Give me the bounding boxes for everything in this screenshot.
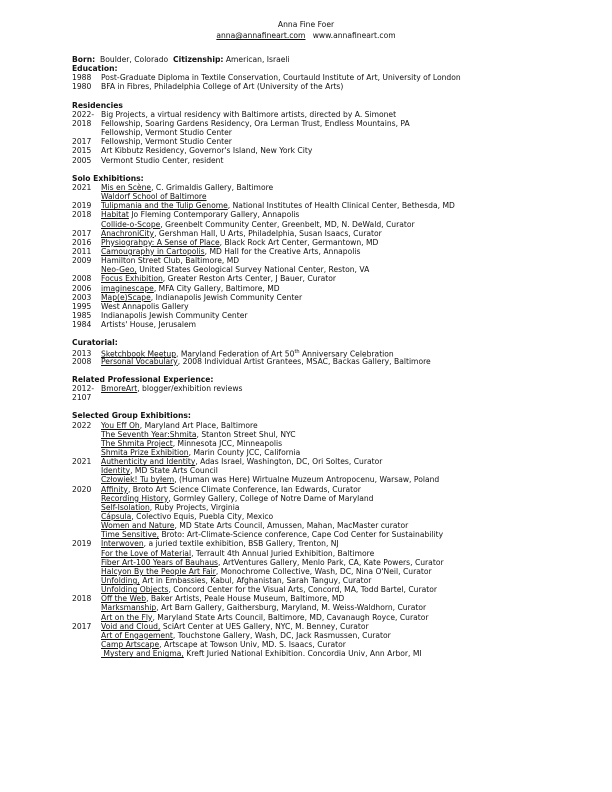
entry-title: AnachroniCity bbox=[101, 228, 155, 238]
entry-details: , 2008 Individual Artist Grantees, MSAC, Backas Gallery, Baltimore bbox=[177, 356, 431, 366]
website-link[interactable]: www.annafineart.com bbox=[312, 31, 396, 40]
entry-title: Affinity bbox=[101, 484, 128, 494]
entry-details: , Stanton Street Shul, NYC bbox=[196, 429, 296, 439]
entry-details: , Ruby Projects, Virginia bbox=[149, 502, 240, 512]
solo-heading: Solo Exhibitions: bbox=[72, 173, 144, 183]
group-heading: Selected Group Exhibitions: bbox=[72, 411, 191, 421]
entry-row bbox=[72, 494, 552, 503]
entry-details: , Greenbelt Community Center, Greenbelt, MD, N. DeWald, Curator bbox=[160, 219, 415, 229]
entry-row bbox=[72, 393, 552, 402]
entry-row bbox=[72, 238, 552, 247]
entry-row bbox=[72, 229, 552, 238]
born-label: Born: bbox=[72, 55, 96, 64]
entry-details: Indianapolis Jewish Community Center bbox=[101, 310, 248, 320]
entry-row bbox=[72, 274, 552, 283]
entry-row bbox=[72, 357, 552, 366]
entry-details: , Maryland Federation of Art 50 bbox=[176, 349, 295, 359]
entry-row bbox=[72, 128, 552, 137]
entry-details: Artists' House, Jerusalem bbox=[101, 320, 197, 330]
entry-row bbox=[72, 320, 552, 329]
author-name: Anna Fine Foer bbox=[277, 20, 335, 29]
entry-title: Człowiek! Tu byłem bbox=[101, 475, 175, 485]
entry-year: 2005 bbox=[72, 155, 92, 165]
entry-title: Authenticity and Identity bbox=[101, 457, 196, 467]
entry-row bbox=[72, 284, 552, 293]
entry-row bbox=[72, 475, 552, 484]
contact-line bbox=[0, 31, 612, 42]
entry-row bbox=[72, 613, 552, 622]
entry-year: 2008 bbox=[72, 356, 92, 366]
entry-details: , (Human was Here) Wirtualne Muzeum Antropocenu, Warsaw, Poland bbox=[174, 475, 440, 485]
entry-text: Fellowship, Vermont Studio Center bbox=[101, 137, 232, 147]
entry-title: Identity bbox=[101, 466, 131, 476]
entry-details: , MD State Arts Council bbox=[130, 466, 218, 476]
entry-title: Neo-Geo, bbox=[101, 265, 137, 275]
entry-row bbox=[72, 503, 552, 512]
entry-row bbox=[72, 530, 552, 539]
entry-title: Fiber Art-100 Years of Bauhaus bbox=[101, 557, 218, 567]
entry-year: 1980 bbox=[72, 82, 92, 92]
entry-year: 2008 bbox=[72, 274, 92, 284]
entry-title: The Shmita Project bbox=[101, 438, 173, 448]
entry-title: Camougraphy in Cartopolis bbox=[101, 246, 205, 256]
residencies-list bbox=[72, 110, 552, 165]
entry-title: Time Sensitive, bbox=[101, 530, 160, 540]
entry-row bbox=[72, 567, 552, 576]
entry-row bbox=[72, 549, 552, 558]
entry-row bbox=[72, 576, 552, 585]
entry-row bbox=[72, 256, 552, 265]
entry-row bbox=[72, 192, 552, 201]
entry-row bbox=[72, 466, 552, 475]
entry-row bbox=[72, 649, 552, 658]
entry-year: 2011 bbox=[72, 246, 92, 256]
entry-year: 2006 bbox=[72, 283, 92, 293]
entry-title: Waldorf School of Baltimore bbox=[101, 192, 207, 202]
entry-details: , Indianapolis Jewish Community Center bbox=[150, 292, 303, 302]
entry-title: Focus Exhibition bbox=[101, 274, 163, 284]
entry-row bbox=[72, 82, 552, 91]
entry-details: , Touchstone Gallery, Wash, DC, Jack Rasmussen, Curator bbox=[172, 630, 391, 640]
entry-details: SciArt Center at UES Gallery, NYC, M. Benney, Curator bbox=[160, 621, 369, 631]
entry-row bbox=[72, 430, 552, 439]
entry-year: 2019 bbox=[72, 201, 92, 211]
group-list bbox=[72, 421, 552, 659]
entry-details: , Artscape at Towson Univ, MD. S. Isaacs, Curator bbox=[159, 640, 346, 649]
entry-details: Jo Fleming Contemporary Gallery, Annapolis bbox=[128, 210, 300, 220]
entry-year: 1984 bbox=[72, 320, 92, 330]
entry-title: Cápsula bbox=[101, 512, 132, 522]
entry-details: Kreft Juried National Exhibition. Concordia Univ, Ann Arbor, MI bbox=[183, 649, 422, 659]
entry-year: 2020 bbox=[72, 484, 92, 494]
entry-year: 2019 bbox=[72, 539, 92, 549]
entry-details: West Annapolis Gallery bbox=[101, 301, 189, 311]
entry-title: Art on the Fly bbox=[101, 612, 153, 622]
residencies-heading: Residencies bbox=[72, 100, 123, 110]
entry-row bbox=[72, 183, 552, 192]
entry-row bbox=[72, 110, 552, 119]
entry-title: Sketchbook Meetup bbox=[101, 349, 177, 359]
entry-details: , National Institutes of Health Clinical Center, Bethesda, MD bbox=[227, 201, 455, 211]
entry-row bbox=[72, 210, 552, 219]
entry-year: 2003 bbox=[72, 292, 92, 302]
entry-title: Art of Engagement bbox=[101, 630, 173, 640]
curatorial-heading: Curatorial: bbox=[72, 338, 118, 348]
entry-row bbox=[72, 137, 552, 146]
entry-year: 2021 bbox=[72, 457, 92, 467]
entry-title: Map(e)Scape bbox=[101, 292, 151, 302]
entry-title: Tulipmania and the Tulip Genome bbox=[101, 201, 228, 211]
solo-list bbox=[72, 183, 552, 329]
entry-title: Interwoven bbox=[101, 539, 144, 549]
entry-text: Vermont Studio Center, resident bbox=[101, 155, 224, 165]
entry-row bbox=[72, 457, 552, 466]
entry-row bbox=[72, 311, 552, 320]
entry-title: Unfolding Objects bbox=[101, 585, 169, 595]
entry-details: , Gormley Gallery, College of Notre Dame of Maryland bbox=[168, 493, 374, 503]
entry-title: Habitat bbox=[101, 210, 129, 220]
entry-year: 2016 bbox=[72, 237, 92, 247]
entry-title: Unfolding, bbox=[101, 576, 140, 586]
entry-details: , ArtVentures Gallery, Menlo Park, CA, Kate Powers, Curator bbox=[218, 557, 444, 567]
entry-row bbox=[72, 119, 552, 128]
entry-details: , Greater Reston Arts Center, J Bauer, Curator bbox=[162, 274, 337, 284]
entry-details: , Maryland State Arts Council, Baltimore, MD, Cavanaugh Royce, Curator bbox=[152, 612, 429, 622]
entry-title: Camp Artscape bbox=[101, 640, 160, 649]
entry-row bbox=[72, 485, 552, 494]
entry-row bbox=[72, 640, 552, 649]
entry-details: United States Geological Survey National Center, Reston, VA bbox=[136, 265, 370, 275]
entry-row bbox=[72, 265, 552, 274]
citizenship-value: American, Israeli bbox=[225, 55, 290, 64]
entry-details: , MD State Arts Council, Amussen, Mahan, MacMaster curator bbox=[174, 521, 409, 531]
entry-text: BFA in Fibres, Philadelphia College of Art (University of the Arts) bbox=[101, 82, 344, 92]
entry-title: Void and Cloud, bbox=[101, 621, 161, 631]
entry-title: For the Love of Material bbox=[101, 548, 192, 558]
entry-year: 2015 bbox=[72, 146, 92, 156]
entry-year: 2017 bbox=[72, 621, 92, 631]
entry-row bbox=[72, 603, 552, 612]
entry-details: , Black Rock Art Center, Germantown, MD bbox=[219, 237, 379, 247]
entry-details: , Terrault 4th Annual Juried Exhibition, Baltimore bbox=[191, 548, 375, 558]
entry-details: , MFA City Gallery, Baltimore, MD bbox=[153, 283, 280, 293]
entry-row bbox=[72, 631, 552, 640]
entry-title: imaginescape bbox=[101, 283, 154, 293]
entry-title: Marksmanship bbox=[101, 603, 157, 613]
entry-title: Recording History bbox=[101, 493, 169, 503]
entry-row bbox=[72, 539, 552, 548]
entry-row bbox=[72, 73, 552, 82]
entry-row bbox=[72, 558, 552, 567]
entry-text: Fellowship, Soaring Gardens Residency, Ora Lerman Trust, Endless Mountains, PA bbox=[101, 118, 410, 128]
entry-row bbox=[72, 348, 552, 357]
entry-details: , Broto Art Science Climate Conference, Ian Edwards, Curator bbox=[127, 484, 361, 494]
entry-details: Broto: Art-Climate-Science conference, Cape Cod Center for Sustainability bbox=[159, 530, 444, 540]
entry-title: Collide-o-Scope bbox=[101, 219, 161, 229]
entry-row bbox=[72, 201, 552, 210]
entry-year: 1995 bbox=[72, 301, 92, 311]
entry-details: , a juried textile exhibition, BSB Gallery, Trenton, NJ bbox=[143, 539, 339, 549]
entry-row bbox=[72, 439, 552, 448]
born-line bbox=[72, 55, 552, 64]
born-value: Boulder, Colorado bbox=[100, 55, 169, 64]
entry-title: Halcyon By the People Art Fair bbox=[101, 566, 216, 576]
entry-year: 2021 bbox=[72, 182, 92, 192]
entry-title: The Seventh Year:Shmita bbox=[101, 429, 197, 439]
entry-details: , Concord Center for the Visual Arts, Concord, MA, Todd Bartel, Curator bbox=[168, 585, 438, 595]
entry-details: , Baker Artists, Peale House Museum, Baltimore, MD bbox=[146, 594, 345, 604]
entry-details: , Marin County JCC, California bbox=[188, 448, 301, 458]
entry-title: Women and Nature bbox=[101, 521, 175, 531]
entry-year: 2022 bbox=[72, 420, 92, 430]
entry-title: Personal Vocabulary bbox=[101, 356, 178, 366]
entry-year: 2107 bbox=[72, 393, 92, 403]
entry-row bbox=[72, 247, 552, 256]
entry-title: Mystery and Enigma, bbox=[101, 649, 184, 659]
entry-year: 1988 bbox=[72, 73, 92, 83]
entry-row bbox=[72, 512, 552, 521]
entry-details: , Adas Israel, Washington, DC, Ori Soltes, Curator bbox=[195, 457, 383, 467]
entry-details: Hamilton Street Club, Baltimore, MD bbox=[101, 256, 240, 266]
entry-row bbox=[72, 146, 552, 155]
entry-year: 2013 bbox=[72, 349, 92, 359]
entry-year: 2012- bbox=[72, 384, 95, 394]
entry-details: , Gershman Hall, U Arts, Philadelphia, Susan Isaacs, Curator bbox=[154, 228, 382, 238]
entry-row bbox=[72, 521, 552, 530]
entry-details: , Colectivo Equis, Puebla City, Mexico bbox=[131, 512, 274, 522]
citizenship-label: Citizenship: bbox=[173, 55, 224, 64]
entry-details: , Maryland Art Place, Baltimore bbox=[139, 420, 258, 430]
curatorial-list bbox=[72, 348, 552, 366]
entry-year: 2017 bbox=[72, 228, 92, 238]
entry-year: 1985 bbox=[72, 310, 92, 320]
entry-text: Fellowship, Vermont Studio Center bbox=[101, 128, 232, 138]
education-heading: Education: bbox=[72, 64, 118, 74]
entry-row bbox=[72, 384, 552, 393]
entry-details: , Art Barn Gallery, Gaithersburg, Maryland, M. Weiss-Waldhorn, Curator bbox=[156, 603, 427, 613]
entry-details: , C. Grimaldis Gallery, Baltimore bbox=[151, 182, 274, 192]
entry-details: , Monochrome Collective, Wash, DC, Nina O'Neil, Curator bbox=[215, 566, 432, 576]
entry-title: Physiograhpy: A Sense of Place bbox=[101, 237, 220, 247]
email-link[interactable]: anna@annafineart.com bbox=[216, 31, 306, 40]
entry-row bbox=[72, 594, 552, 603]
entry-title: Mis en Scène bbox=[101, 182, 152, 192]
entry-year: 2018 bbox=[72, 210, 92, 220]
entry-year: 2018 bbox=[72, 118, 92, 128]
entry-row bbox=[72, 448, 552, 457]
entry-year: 2022- bbox=[72, 109, 95, 119]
entry-details: Art in Embassies, Kabul, Afghanistan, Sarah Tanguy, Curator bbox=[139, 576, 372, 586]
entry-year: 2018 bbox=[72, 594, 92, 604]
entry-year: 2009 bbox=[72, 256, 92, 266]
entry-text: Big Projects, a virtual residency with Baltimore artists, directed by A. Simonet bbox=[101, 109, 397, 119]
entry-superscript: th bbox=[294, 348, 300, 355]
related-list bbox=[72, 384, 552, 402]
entry-text: Post-Graduate Diploma in Textile Conservation, Courtauld Institute of Art, University of London bbox=[101, 73, 461, 83]
entry-title: Shmita Prize Exhibition bbox=[101, 448, 189, 458]
entry-title: Self-Isolation bbox=[101, 502, 150, 512]
entry-row bbox=[72, 220, 552, 229]
entry-row bbox=[72, 622, 552, 631]
entry-details: , Minnesota JCC, Minneapolis bbox=[172, 438, 283, 448]
entry-row bbox=[72, 156, 552, 165]
entry-year: 2017 bbox=[72, 137, 92, 147]
entry-title: Off the Web bbox=[101, 594, 147, 604]
entry-details: , MD Hall for the Creative Arts, Annapolis bbox=[204, 246, 361, 256]
education-list bbox=[72, 73, 552, 91]
entry-row bbox=[72, 421, 552, 430]
entry-text: Art Kibbutz Residency, Governor's Island, New York City bbox=[101, 146, 313, 156]
entry-details-cont: Anniversary Celebration bbox=[299, 349, 394, 359]
entry-title: BmoreArt bbox=[101, 384, 138, 394]
entry-row bbox=[72, 293, 552, 302]
entry-row bbox=[72, 302, 552, 311]
resume-body bbox=[72, 55, 552, 658]
entry-row bbox=[72, 585, 552, 594]
entry-details: , blogger/exhibition reviews bbox=[137, 384, 243, 394]
related-heading: Related Professional Experience: bbox=[72, 374, 214, 384]
entry-title: You Eff Oh bbox=[101, 420, 140, 430]
